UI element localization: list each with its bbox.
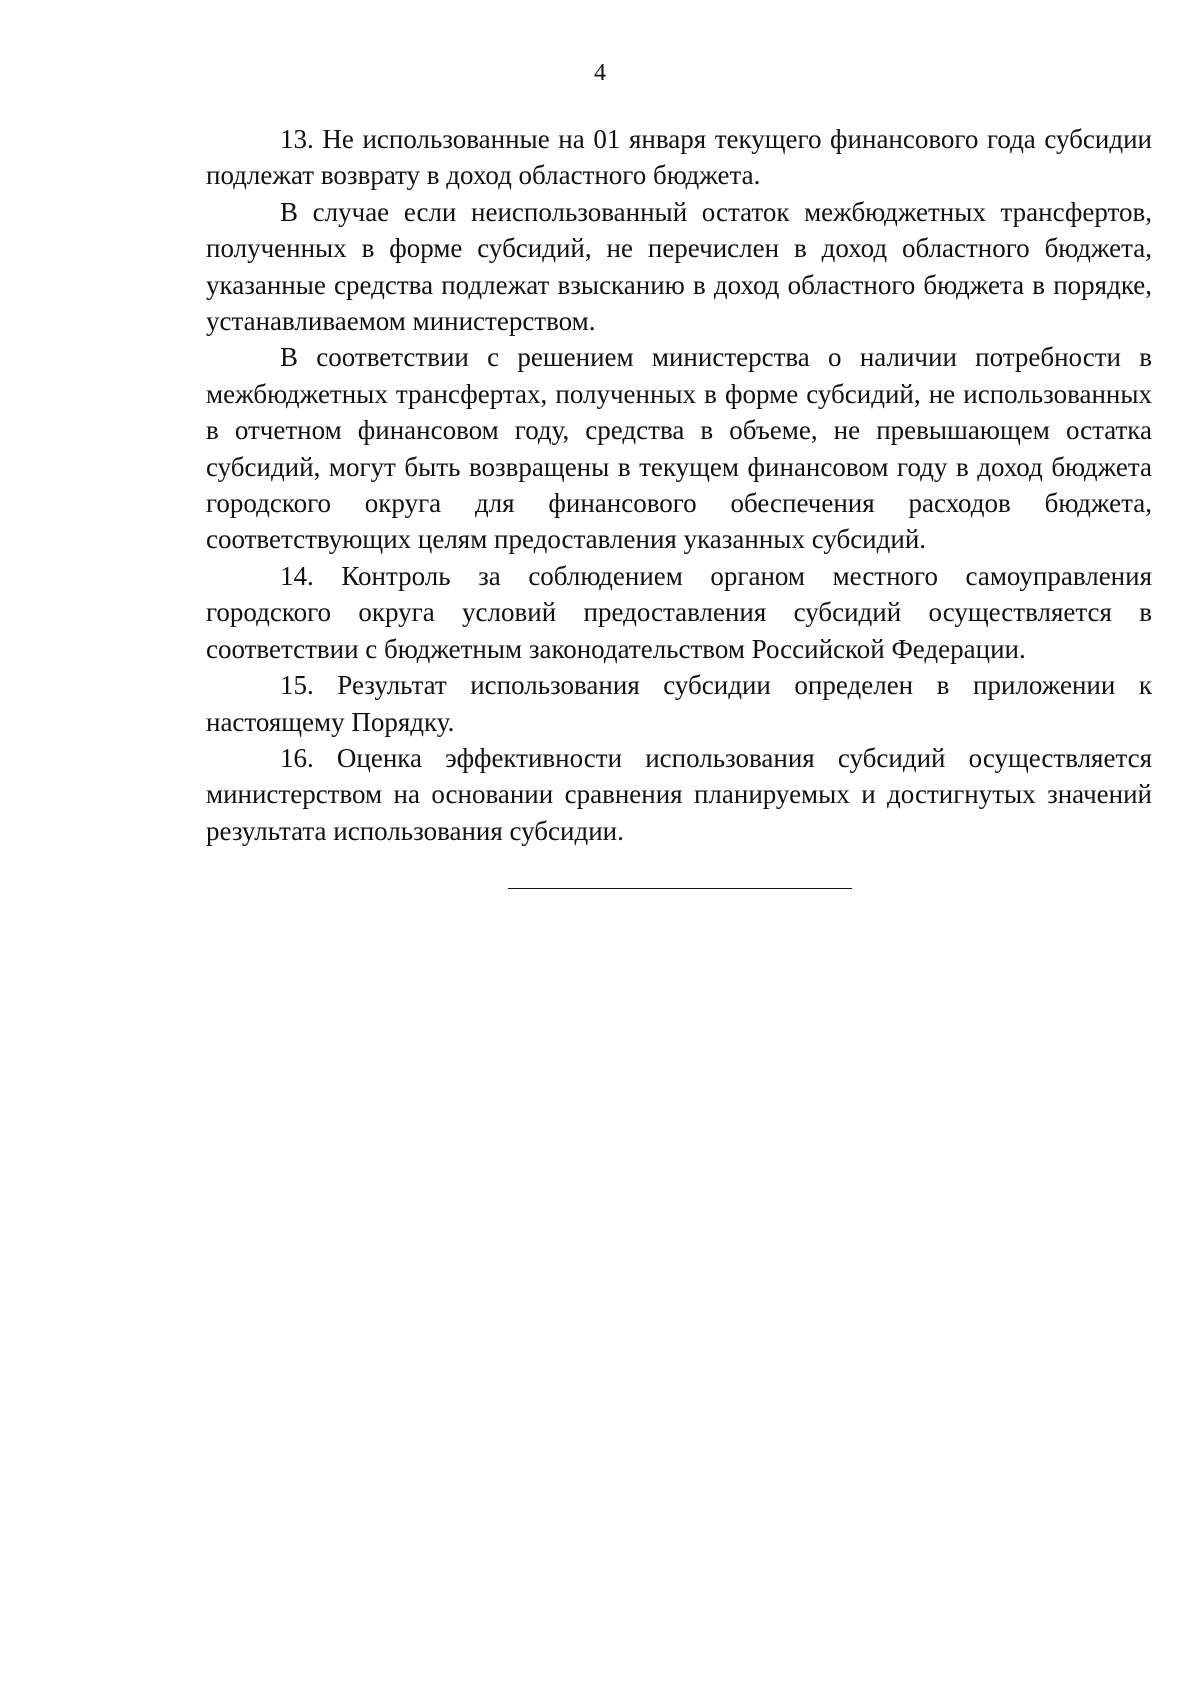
paragraph-16: 16. Оценка эффективности использования субсидий осуществляется министерством на основании сравнения планируемых и достигнутых значений результата использования субсидии. xyxy=(206,742,1152,846)
document-body xyxy=(206,121,1152,849)
paragraph-ministry-decision: В соответствии с решением министерства о наличии потребности в межбюджетных трансфертах, полученных в форме субсидий, не использованных в отчетном финансовом году, средства в объеме, не превышающем остатка субсидий, могут быть возвращены в текущем финансовом году в доход бюджета городского округа для финансового обеспечения расходов бюджета, соответствующих целям предоставления указанных субсидий. xyxy=(206,342,1152,555)
page-number: 4 xyxy=(594,60,606,86)
paragraph-unused-balance: В случае если неиспользованный остаток межбюджетных трансфертов, полученных в форме субсидий, не перечислен в доход областного бюджета, указанные средства подлежат взысканию в доход областного бюджета в порядке, устанавливаемом министерством. xyxy=(206,196,1152,337)
paragraph-15: 15. Результат использования субсидии определен в приложении к настоящему Порядку. xyxy=(206,670,1152,737)
paragraph-13: 13. Не использованные на 01 января текущего финансового года субсидии подлежат возврату в доход областного бюджета. xyxy=(206,124,1152,191)
paragraph-14: 14. Контроль за соблюдением органом местного самоуправления городского округа условий предоставления субсидий осуществляется в соответствии с бюджетным законодательством Российской Федерации. xyxy=(206,560,1152,664)
end-of-document-rule xyxy=(508,888,852,889)
